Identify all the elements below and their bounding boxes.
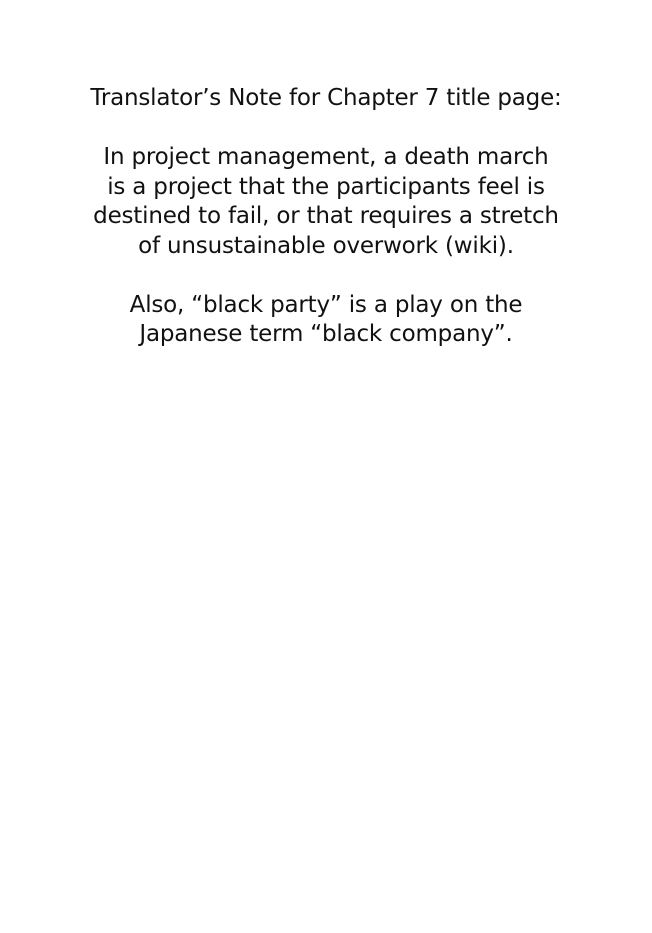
note-line: Japanese term “black company”. [139,321,513,347]
note-line: In project management, a death march [103,144,549,170]
note-line: Also, “black party” is a play on the [129,291,523,318]
note-paragraph-black-party [0,291,652,350]
note-line: destined to fail, or that requires a stretch [93,203,559,229]
note-heading [0,84,652,114]
note-paragraph-death-march [0,143,652,261]
translator-note [0,84,652,350]
note-line: of unsustainable overwork (wiki). [138,232,514,259]
note-line: is a project that the participants feel is [107,173,545,200]
note-heading-text: Translator’s Note for Chapter 7 title page: [90,85,562,111]
